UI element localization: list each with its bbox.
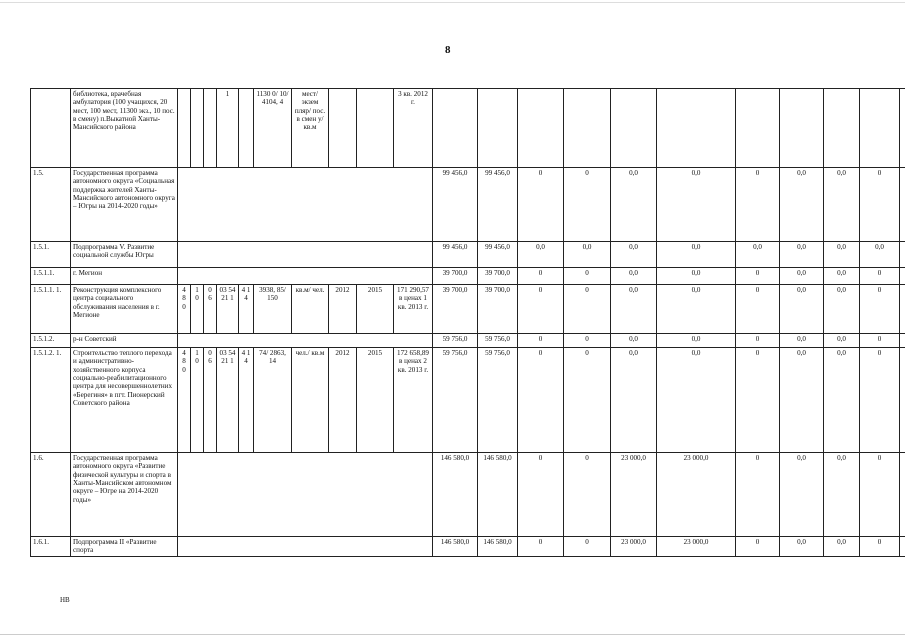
cell-amount: 0,0 (780, 268, 824, 285)
cell-amount: 0 (518, 285, 564, 334)
cell-amount: 0,0 (780, 453, 824, 537)
cell-year-start: 2012 (329, 348, 357, 453)
cell-amount: 0,0 (518, 242, 564, 268)
cell-amount: 0,0 (824, 168, 860, 242)
row-name: библиотека, врачебная амбулатория (100 учащихся, 20 мест, 100 мест, 11300 экз., 10 пос. в смену) п.Выкатной Ханты-Мансийского района (71, 89, 178, 168)
scan-edge-bottom (0, 634, 905, 635)
cell-amount (900, 268, 905, 285)
row-name: Государственная программа автономного округа «Социальная поддержка жителей Ханты-Мансийского автономного округа – Югры на 2014-2020 годы» (71, 168, 178, 242)
cell-capacity: 3938, 85/ 150 (254, 285, 292, 334)
cell-amount: 0 (518, 453, 564, 537)
cell-code-5: 4 1 4 (239, 285, 254, 334)
cell-amount: 0 (860, 268, 900, 285)
cell-amount: 0,0 (657, 348, 736, 453)
cell-amount: 23 000,0 (657, 537, 736, 557)
cell-amount: 0 (518, 168, 564, 242)
cell-year-end: 2015 (357, 348, 394, 453)
cell-amount: 0 (736, 334, 780, 348)
cell-amount: 0,0 (736, 242, 780, 268)
cell-amount: 0,0 (780, 348, 824, 453)
cell-amount: 0,0 (860, 242, 900, 268)
cell-code-4: 03 54 21 1 (217, 285, 239, 334)
scan-edge-top (0, 2, 905, 3)
cell-amount: 23 000,0 (611, 453, 657, 537)
cell-amount: 0 (736, 285, 780, 334)
row-name: Государственная программа автономного округа «Развитие физической культуры и спорта в Ханты-Мансийском автономном округе – Югре на 2014-2020 годы» (71, 453, 178, 537)
cell-year-end (357, 89, 394, 168)
cell-amount: 0 (564, 168, 611, 242)
cell-amount (736, 89, 780, 168)
cell-amount: 0,0 (824, 242, 860, 268)
cell-unit: мест/ экзем пляр/ пос. в смен у/ кв.м (292, 89, 329, 168)
cell-amount: 146 580,0 (433, 537, 478, 557)
table-row (31, 168, 905, 242)
table-row (31, 89, 905, 168)
cell-amount: 0 (860, 453, 900, 537)
cell-amount: 0 (736, 537, 780, 557)
cell-amount: 0,0 (824, 453, 860, 537)
cell-capacity: 1130 0/ 10/ 4104, 4 (254, 89, 292, 168)
cell-estimated-cost: 3 кв. 2012 г. (394, 89, 433, 168)
cell-amount: 59 756,0 (478, 348, 518, 453)
cell-amount: 23 000,0 (611, 537, 657, 557)
cell-amount: 146 580,0 (433, 453, 478, 537)
cell-amount: 0,0 (611, 268, 657, 285)
cell-amount: 99 456,0 (433, 242, 478, 268)
cell-amount: 0,0 (657, 268, 736, 285)
table-row (31, 334, 905, 348)
table-row (31, 537, 905, 557)
cell-amount (900, 537, 905, 557)
cell-amount: 0,0 (824, 537, 860, 557)
cell-code-5 (239, 89, 254, 168)
cell-amount: 0,0 (657, 334, 736, 348)
cell-amount: 146 580,0 (478, 537, 518, 557)
row-code (31, 89, 71, 168)
cell-amount: 99 456,0 (478, 242, 518, 268)
row-code: 1.5.1.2. 1. (31, 348, 71, 453)
cell-amount: 0 (518, 348, 564, 453)
table-row (31, 285, 905, 334)
cell-amount (900, 348, 905, 453)
cell-amount: 0,0 (611, 242, 657, 268)
cell-amount (478, 89, 518, 168)
cell-amount: 0,0 (611, 285, 657, 334)
cell-amount: 0 (860, 285, 900, 334)
cell-amount: 0 (736, 348, 780, 453)
cell-unit: кв.м/ чел. (292, 285, 329, 334)
row-name: Подпрограмма V. Развитие социальной службы Югры (71, 242, 178, 268)
row-code: 1.5.1.1. 1. (31, 285, 71, 334)
cell-amount: 0,0 (824, 348, 860, 453)
page-number: 8 (445, 44, 451, 56)
cell-amount: 0 (860, 168, 900, 242)
cell-code-3 (204, 89, 217, 168)
cell-amount: 0 (518, 268, 564, 285)
row-code: 1.5. (31, 168, 71, 242)
cell-amount: 39 700,0 (478, 285, 518, 334)
cell-year-end: 2015 (357, 285, 394, 334)
cell-code-2: 1 0 (191, 348, 204, 453)
cell-empty-span (178, 334, 433, 348)
cell-code-4: 03 54 21 1 (217, 348, 239, 453)
cell-amount: 0,0 (564, 242, 611, 268)
cell-amount: 0,0 (780, 242, 824, 268)
cell-code-2: 1 0 (191, 285, 204, 334)
cell-amount: 0,0 (780, 285, 824, 334)
cell-amount: 0 (518, 334, 564, 348)
cell-empty-span (178, 537, 433, 557)
cell-unit: чел./ кв.м (292, 348, 329, 453)
cell-amount: 0,0 (780, 168, 824, 242)
cell-code-4: 1 (217, 89, 239, 168)
cell-amount (564, 89, 611, 168)
cell-amount (900, 453, 905, 537)
cell-amount (900, 334, 905, 348)
row-code: 1.5.1. (31, 242, 71, 268)
cell-amount: 39 700,0 (433, 268, 478, 285)
cell-code-5: 4 1 4 (239, 348, 254, 453)
table-row (31, 348, 905, 453)
cell-code-3: 0 6 (204, 348, 217, 453)
cell-amount (900, 89, 905, 168)
cell-code-2 (191, 89, 204, 168)
cell-amount (860, 89, 900, 168)
cell-amount: 0 (564, 268, 611, 285)
cell-amount: 0 (860, 348, 900, 453)
row-name: Реконструкция комплексного центра социального обслуживания населения в г. Мегионе (71, 285, 178, 334)
cell-amount (657, 89, 736, 168)
cell-code-1: 4 8 0 (178, 285, 191, 334)
cell-capacity: 74/ 2863, 14 (254, 348, 292, 453)
cell-amount (900, 242, 905, 268)
cell-amount: 0,0 (611, 334, 657, 348)
cell-amount: 0 (736, 453, 780, 537)
table-row (31, 242, 905, 268)
cell-amount (900, 285, 905, 334)
row-code: 1.6. (31, 453, 71, 537)
cell-amount: 99 456,0 (478, 168, 518, 242)
cell-amount: 0 (518, 537, 564, 557)
table-row (31, 268, 905, 285)
cell-amount: 99 456,0 (433, 168, 478, 242)
cell-empty-span (178, 242, 433, 268)
row-name: р-н Советский (71, 334, 178, 348)
cell-code-1 (178, 89, 191, 168)
cell-amount (518, 89, 564, 168)
cell-amount (780, 89, 824, 168)
cell-amount: 0 (860, 537, 900, 557)
cell-amount: 0,0 (657, 242, 736, 268)
row-code: 1.5.1.2. (31, 334, 71, 348)
cell-amount (824, 89, 860, 168)
cell-amount: 0 (860, 334, 900, 348)
cell-amount: 0 (564, 334, 611, 348)
row-code: 1.5.1.1. (31, 268, 71, 285)
cell-amount: 0 (736, 168, 780, 242)
cell-amount: 0 (564, 348, 611, 453)
cell-amount: 0,0 (657, 168, 736, 242)
cell-amount: 59 756,0 (433, 348, 478, 453)
cell-amount: 0,0 (824, 268, 860, 285)
cell-amount: 0,0 (824, 334, 860, 348)
cell-amount: 39 700,0 (433, 285, 478, 334)
cell-amount: 0,0 (780, 537, 824, 557)
cell-code-3: 0 6 (204, 285, 217, 334)
cell-estimated-cost: 172 658,89 в ценах 2 кв. 2013 г. (394, 348, 433, 453)
row-name: Подпрограмма II «Развитие спорта (71, 537, 178, 557)
cell-amount: 23 000,0 (657, 453, 736, 537)
cell-amount (433, 89, 478, 168)
table-row (31, 453, 905, 537)
cell-amount: 146 580,0 (478, 453, 518, 537)
row-name: г. Мегион (71, 268, 178, 285)
cell-amount (900, 168, 905, 242)
cell-amount: 39 700,0 (478, 268, 518, 285)
cell-year-start: 2012 (329, 285, 357, 334)
cell-amount: 0,0 (780, 334, 824, 348)
cell-amount (611, 89, 657, 168)
cell-amount: 59 756,0 (478, 334, 518, 348)
cell-amount: 0,0 (611, 168, 657, 242)
cell-amount: 0 (564, 537, 611, 557)
cell-amount: 0,0 (657, 285, 736, 334)
cell-empty-span (178, 268, 433, 285)
row-code: 1.6.1. (31, 537, 71, 557)
cell-code-1: 4 8 0 (178, 348, 191, 453)
cell-amount: 0 (564, 453, 611, 537)
cell-amount: 0 (736, 268, 780, 285)
cell-empty-span (178, 453, 433, 537)
cell-estimated-cost: 171 290,57 в ценах 1 кв. 2013 г. (394, 285, 433, 334)
cell-empty-span (178, 168, 433, 242)
cell-amount: 0 (564, 285, 611, 334)
row-name: Строительство теплого перехода и административно-хозяйственного корпуса социально-реабилитационного центра для несовершеннолетних «Берегиня» в пгт. Пионерский Советского района (71, 348, 178, 453)
footnote-initials: НВ (60, 596, 70, 604)
cell-amount: 0,0 (824, 285, 860, 334)
cell-amount: 59 756,0 (433, 334, 478, 348)
cell-amount: 0,0 (611, 348, 657, 453)
budget-table (30, 88, 905, 557)
cell-year-start (329, 89, 357, 168)
